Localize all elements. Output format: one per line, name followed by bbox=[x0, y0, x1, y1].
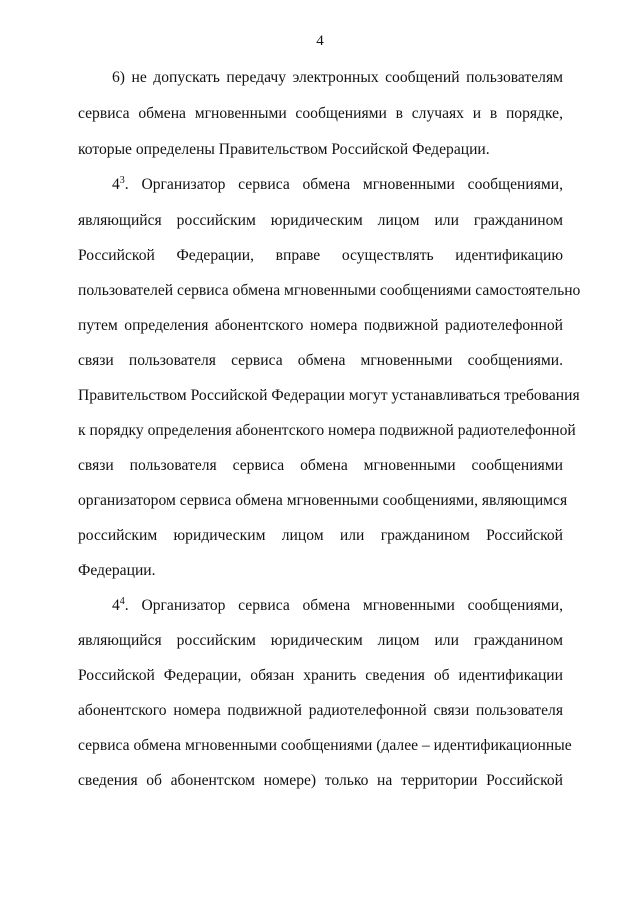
item4-4-line-3: Российской Федерации, обязан хранить сведения об идентификации bbox=[78, 667, 563, 684]
item4-3-line-11: российским юридическим лицом или гражданином Российской bbox=[78, 527, 563, 544]
item4-3-line-12: Федерации. bbox=[78, 562, 156, 579]
item4-4-first-line-text: Организатор сервиса обмена мгновенными сообщениями, bbox=[141, 597, 563, 614]
item4-4-number: $4^4$. bbox=[112, 596, 129, 614]
item4-3-line-6: связи пользователя сервиса обмена мгновенными сообщениями. bbox=[78, 352, 563, 369]
item6-line-2: сервиса обмена мгновенными сообщениями в случаях и в порядке, bbox=[78, 105, 563, 122]
item4-3-line-7: Правительством Российской Федерации могут устанавливаться требования bbox=[78, 387, 580, 404]
item6-line-1: 6) не допускать передачу электронных сообщений пользователям bbox=[112, 69, 563, 86]
item4-4-line-4: абонентского номера подвижной радиотелефонной связи пользователя bbox=[78, 702, 563, 719]
item4-4-line-6: сведения об абонентском номере) только на территории Российской bbox=[78, 772, 563, 789]
item4-3-line-9: связи пользователя сервиса обмена мгновенными сообщениями bbox=[78, 457, 563, 474]
item4-3-line-5: путем определения абонентского номера подвижной радиотелефонной bbox=[78, 317, 563, 334]
item4-3-line-2: являющийся российским юридическим лицом или гражданином bbox=[78, 212, 563, 229]
item4-3-number: $4^3$. bbox=[112, 175, 129, 193]
item4-4-line-1 bbox=[112, 596, 563, 616]
page-number: 4 bbox=[316, 33, 324, 49]
item4-3-line-3: Российской Федерации, вправе осуществлять идентификацию bbox=[78, 247, 563, 264]
item4-3-line-1 bbox=[112, 175, 563, 195]
item6-line-3: которые определены Правительством Российской Федерации. bbox=[78, 141, 490, 158]
item4-3-line-4: пользователей сервиса обмена мгновенными сообщениями самостоятельно bbox=[78, 282, 581, 299]
item4-4-line-5: сервиса обмена мгновенными сообщениями (далее – идентификационные bbox=[78, 737, 572, 754]
item4-3-line-8: к порядку определения абонентского номера подвижной радиотелефонной bbox=[78, 422, 576, 439]
item4-3-line-10: организатором сервиса обмена мгновенными сообщениями, являющимся bbox=[78, 492, 568, 509]
item4-4-line-2: являющийся российским юридическим лицом или гражданином bbox=[78, 632, 563, 649]
item4-3-first-line-text: Организатор сервиса обмена мгновенными сообщениями, bbox=[141, 176, 563, 193]
